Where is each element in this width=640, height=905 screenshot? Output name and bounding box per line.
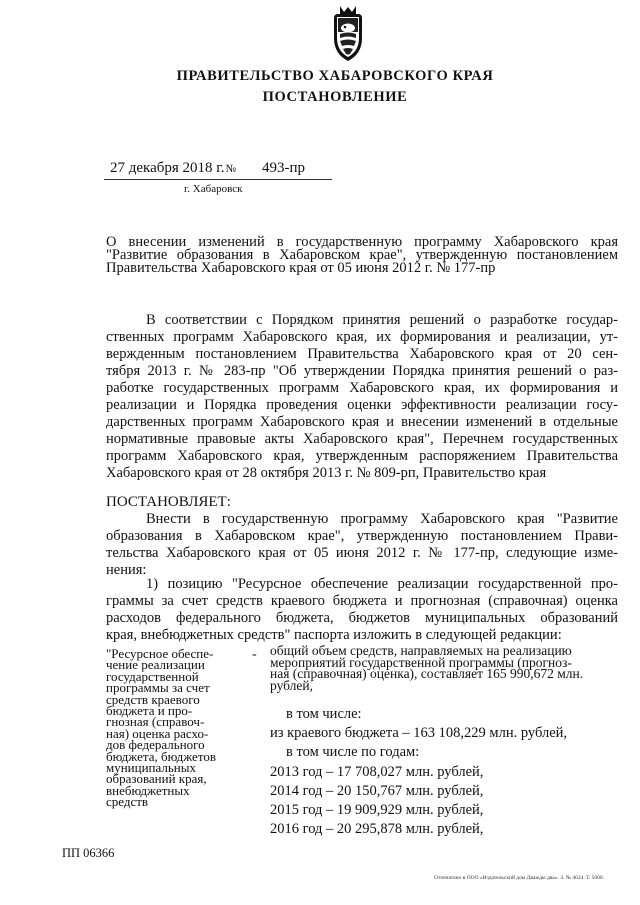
year-row: 2015 год – 19 909,929 млн. рублей,: [270, 802, 484, 818]
government-title: ПРАВИТЕЛЬСТВО ХАБАРОВСКОГО КРАЯ: [176, 68, 494, 84]
item-1-paragraph: [106, 576, 618, 644]
paragraph-line: Хабаровского края от 28 октября 2013 г. № 809-рп, Правительство края: [106, 465, 547, 481]
label-line: внебюджетных: [106, 782, 190, 798]
label-line: бюджета, бюджетов: [106, 748, 216, 764]
label-line: государственной: [106, 668, 199, 684]
decree-number: 493-пр: [262, 160, 306, 176]
decree-date: 27 декабря 2018 г.: [110, 160, 225, 176]
resolves-heading: ПОСТАНОВЛЯЕТ:: [106, 494, 231, 510]
paragraph-line: расходов федерального бюджета, бюджетов муниципальных образований: [106, 610, 618, 626]
year-row: 2016 год – 20 295,878 млн. рублей,: [270, 821, 484, 837]
label-line: бюджета и про-: [106, 703, 193, 719]
year-row: 2013 год – 17 708,027 млн. рублей,: [270, 764, 484, 780]
paragraph-line: нения:: [106, 562, 147, 578]
label-line: дов федерального: [106, 737, 205, 753]
paragraph-line: тября 2013 г. № 283-пр "Об утверждении Порядка принятия решений о раз-: [106, 363, 618, 379]
label-line: муниципальных: [106, 760, 197, 776]
regional-budget-line: из краевого бюджета – 163 108,229 млн. рублей,: [270, 725, 568, 741]
subject-line: О внесении изменений в государственную программу Хабаровского края: [106, 234, 618, 250]
label-line: чение реализации: [106, 657, 205, 673]
paragraph-line: нормативные правовые акты Хабаровского края", Перечнем государственных: [106, 431, 618, 447]
decree-date-line: [110, 160, 305, 177]
date-underline: [104, 179, 332, 180]
document-type: ПОСТАНОВЛЕНИЕ: [262, 89, 408, 105]
year-row: 2014 год – 20 150,767 млн. рублей,: [270, 783, 484, 799]
label-line: образований края,: [106, 771, 207, 787]
including-label: в том числе:: [286, 706, 362, 722]
paragraph-line: края, внебюджетных средств" паспорта изложить в следующей редакции:: [106, 627, 562, 643]
paragraph-line: граммы за счет средств краевого бюджета и прогнозная (справочная) оценка: [106, 593, 618, 609]
table-dash: -: [252, 647, 257, 662]
subject-line: Правительства Хабаровского края от 05 июня 2012 г. № 177-пр: [106, 260, 496, 276]
paragraph-line: дарственных программ Хабаровского края и внесении изменений в отдельные: [106, 414, 618, 430]
label-line: гнозная (справоч-: [106, 714, 205, 730]
city: г. Хабаровск: [184, 183, 243, 195]
passport-position-value: [270, 645, 620, 691]
value-line: мероприятий государственной программы (прогноз-: [270, 654, 572, 670]
value-line: общий объем средств, направляемых на реализацию: [270, 643, 572, 658]
label-line: средств краевого: [106, 691, 200, 707]
value-line: ная (справочная) оценка), составляет 165 990,672 млн.: [270, 666, 584, 681]
passport-position-label: [106, 648, 246, 808]
coat-of-arms-icon: [324, 4, 372, 64]
preamble-paragraph: [106, 312, 618, 482]
printer-imprint: Отпечатано в ООО «Издательский дом Дважды два». З. № 4624. Т. 5000.: [434, 875, 605, 881]
subject-line: "Развитие образования в Хабаровском крае", утвержденную постановлением: [106, 247, 618, 263]
label-line: "Ресурсное обеспе-: [106, 646, 214, 661]
paragraph-line: реализации и Порядка проведения оценки эффективности реализации госу-: [106, 397, 618, 413]
paragraph-line: Внести в государственную программу Хабаровского края "Развитие: [146, 511, 618, 527]
paragraph-line: вержденным постановлением Правительства Хабаровского края от 20 сен-: [106, 346, 618, 362]
paragraph-line: работке государственных программ Хабаровского края, их формирования и: [106, 380, 618, 396]
paragraph-line: ственных программ Хабаровского края, их формирования и реализации, ут-: [106, 329, 618, 345]
number-sign: №: [225, 163, 236, 175]
paragraph-line: образования в Хабаровском крае", утвержденную постановлением Прави-: [106, 528, 618, 544]
paragraph-line: В соответствии с Порядком принятия решений о разработке государ-: [146, 312, 618, 328]
label-line: ная) оценка расхо-: [106, 725, 209, 741]
document-code: ПП 06366: [62, 846, 115, 860]
by-years-label: в том числе по годам:: [286, 744, 420, 760]
paragraph-line: программ Хабаровского края, утвержденным распоряжением Правительства: [106, 448, 618, 464]
paragraph-line: 1) позицию "Ресурсное обеспечение реализации государственной про-: [146, 576, 618, 592]
value-line: рублей,: [270, 677, 314, 693]
label-line: программы за счет: [106, 680, 210, 696]
label-line: средств: [106, 794, 149, 810]
amendment-paragraph: [106, 511, 618, 579]
decree-subject: [106, 236, 618, 275]
paragraph-line: тельства Хабаровского края от 05 июня 2012 г. № 177-пр, следующие изме-: [106, 545, 618, 561]
